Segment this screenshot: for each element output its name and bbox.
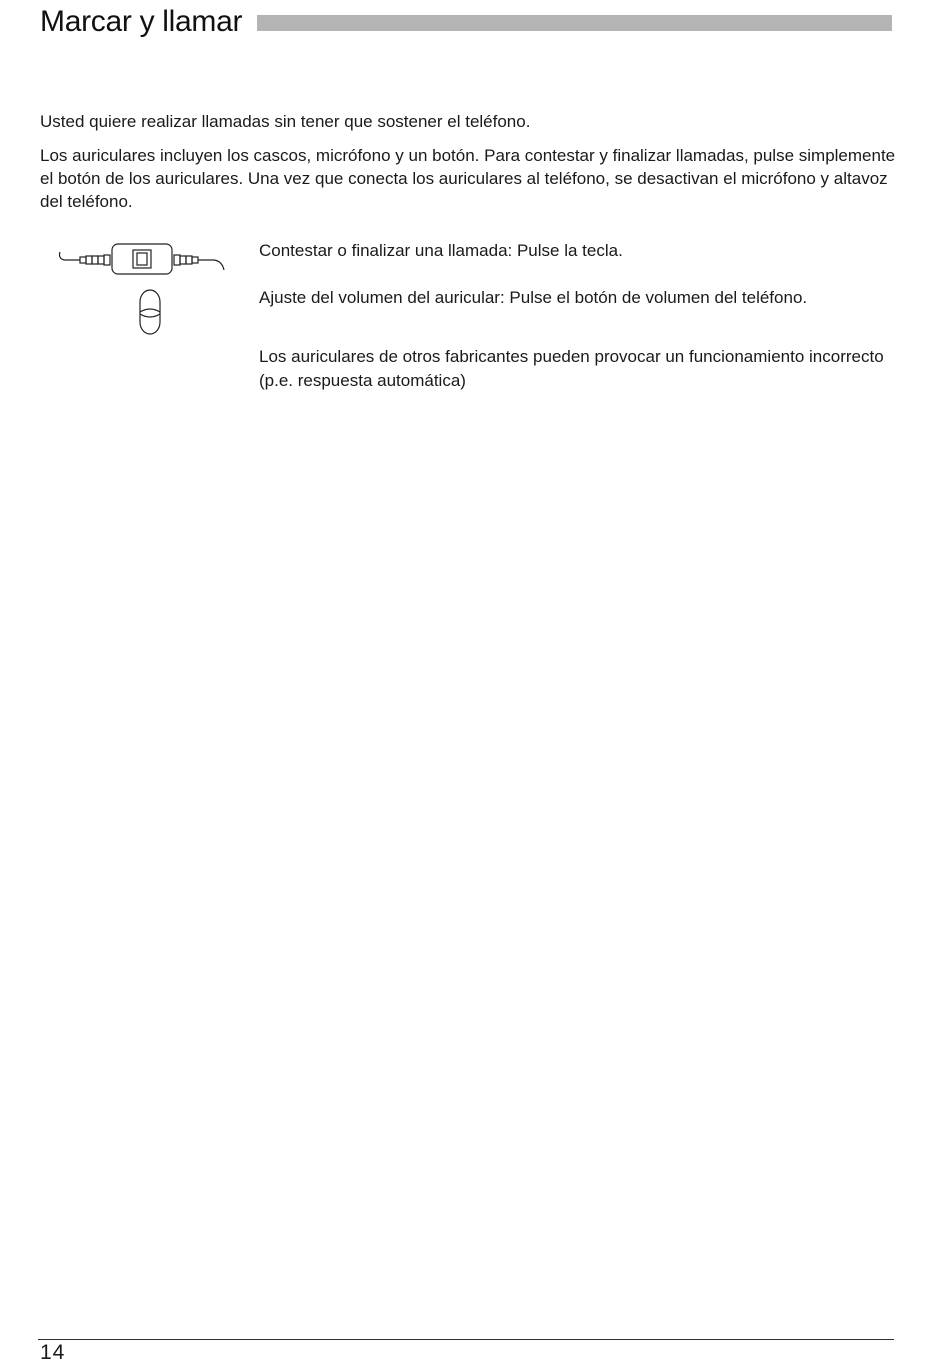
footer-divider (38, 1339, 894, 1340)
compatibility-note: Los auriculares de otros fabricantes pueden provocar un funcionamiento incorrecto (p.e. respuesta automática) (259, 347, 884, 390)
volume-rocker-icon (140, 290, 160, 334)
headset-cable-button-icon (60, 244, 225, 274)
volume-instruction: Ajuste del volumen del auricular: Pulse el botón de volumen del teléfono. (259, 288, 808, 307)
intro-paragraph: Usted quiere realizar llamadas sin tener que sostener el teléfono. (40, 112, 531, 131)
headset-illustration (56, 240, 236, 340)
page-number: 14 (40, 1341, 66, 1364)
page-title: Marcar y llamar (40, 5, 243, 38)
description-paragraph: Los auriculares incluyen los cascos, micrófono y un botón. Para contestar y finalizar llamadas, pulse simplemente el botón de los auriculares. Una vez que conecta los auriculares al teléfono, se desactivan el micrófono y altavoz del teléfono. (40, 146, 896, 211)
title-decoration-bar (257, 15, 892, 31)
answer-instruction: Contestar o finalizar una llamada: Pulse la tecla. (259, 241, 623, 260)
